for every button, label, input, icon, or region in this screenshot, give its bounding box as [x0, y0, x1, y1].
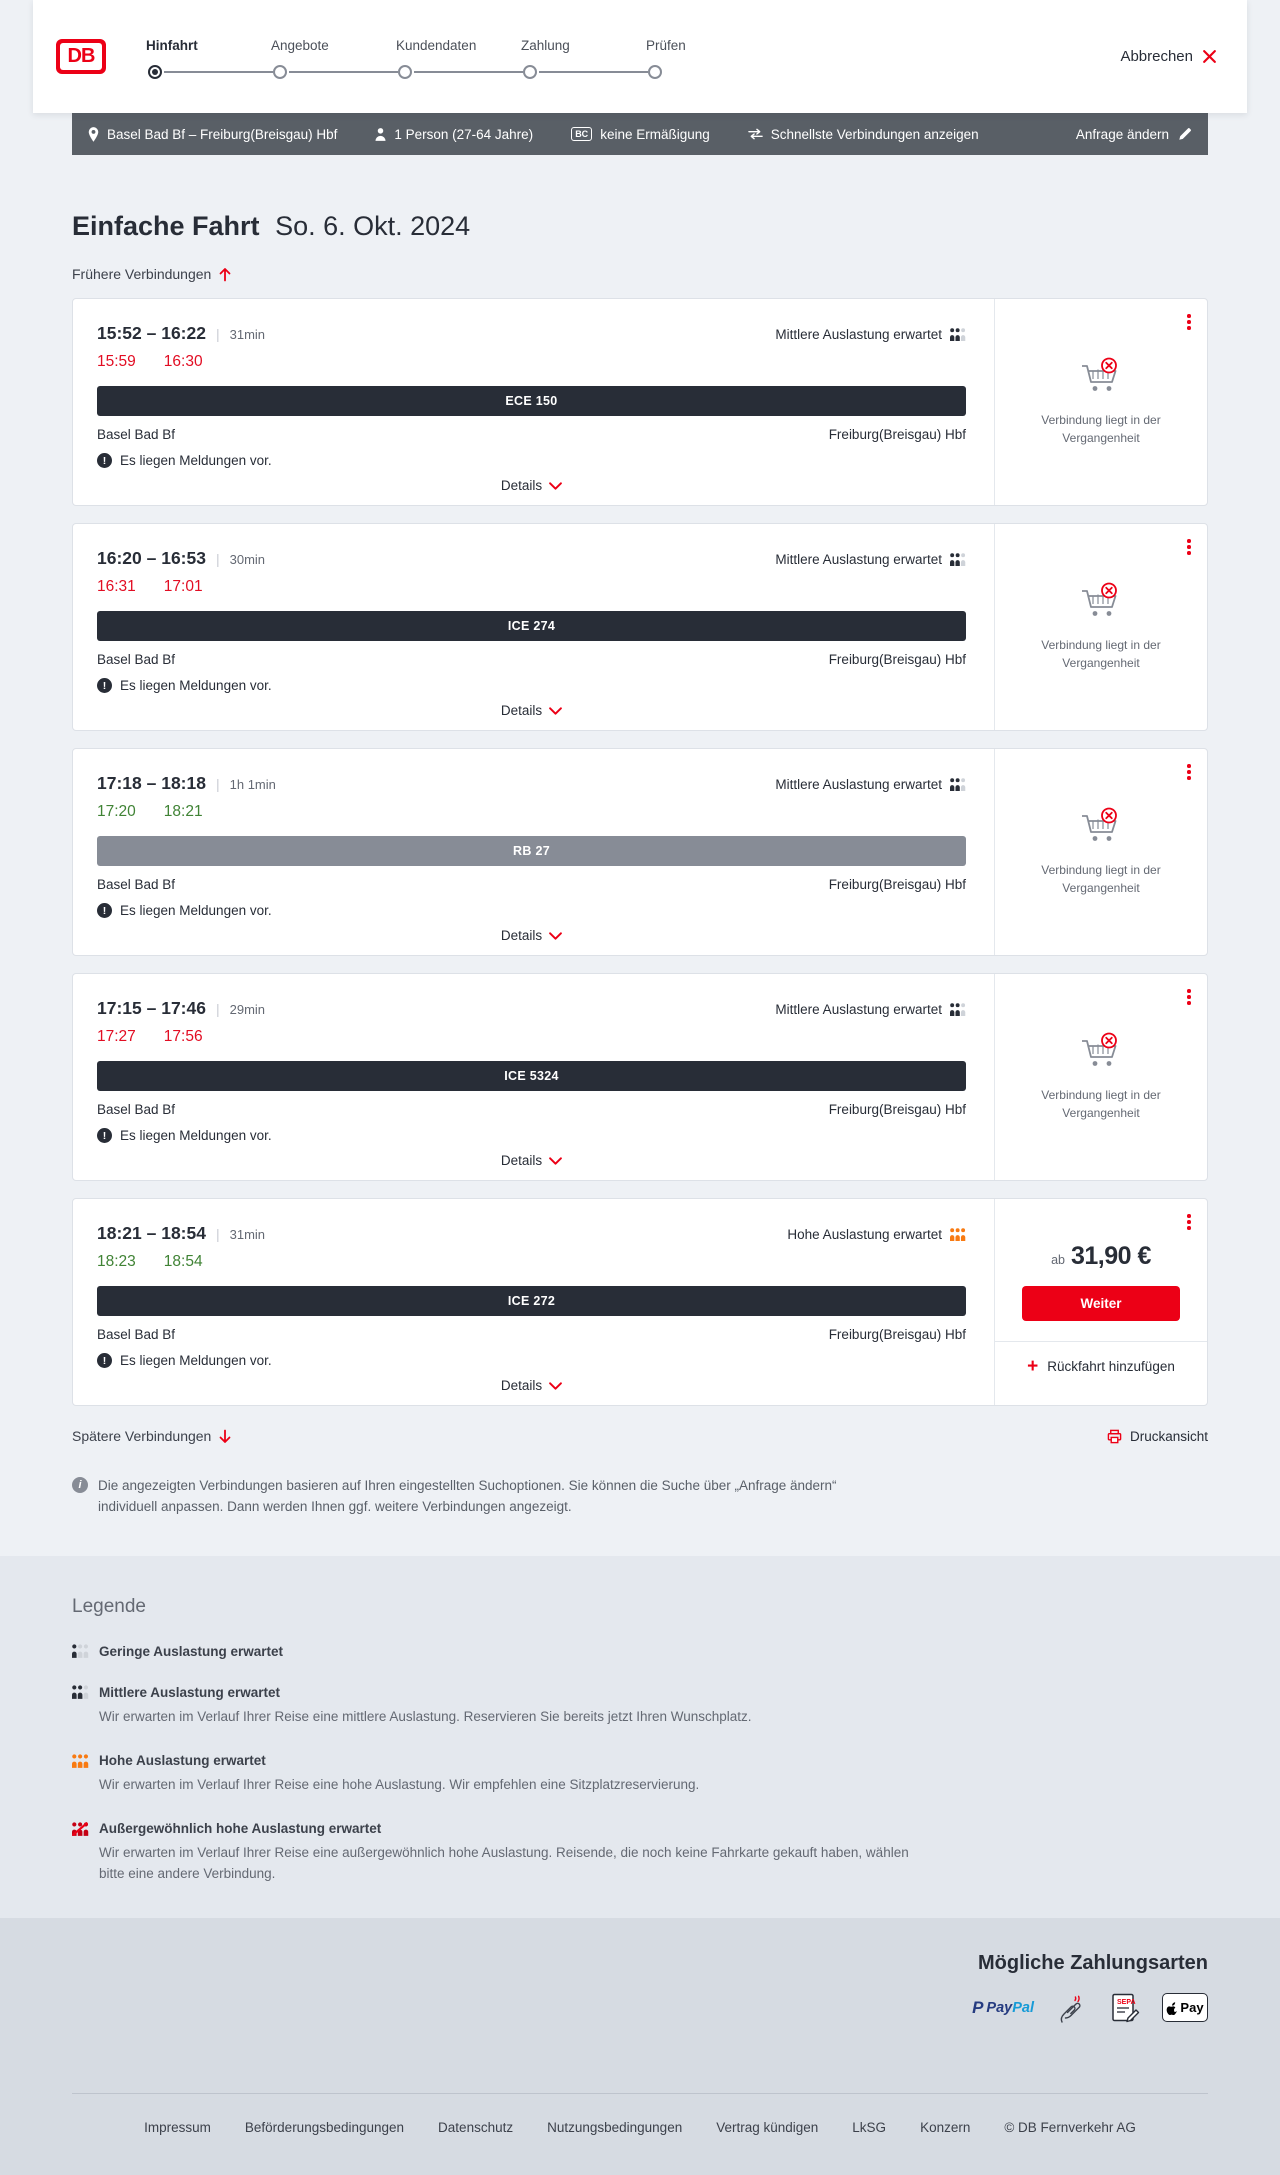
search-options-info — [72, 1476, 1208, 1556]
legend-item — [72, 1644, 1208, 1659]
train-label-bar: ICE 272 — [97, 1286, 966, 1316]
destination-station: Freiburg(Breisgau) Hbf — [828, 877, 966, 892]
stepper-step[interactable] — [646, 38, 771, 79]
step-dot — [398, 65, 412, 79]
sepa-lastschrift-icon — [1110, 1993, 1140, 2023]
connection-main — [73, 749, 994, 955]
duration: 31min — [229, 1227, 266, 1242]
alert-icon: ! — [97, 453, 112, 468]
occupancy-label: Mittlere Auslastung erwartet — [775, 777, 942, 792]
past-connection-text: Verbindung liegt in der Vergangenheit — [1041, 638, 1161, 670]
apple-logo — [1166, 2001, 1178, 2015]
print-view-button[interactable] — [1107, 1429, 1208, 1444]
connection-card — [72, 523, 1208, 731]
notice-text: Es liegen Meldungen vor. — [120, 453, 272, 468]
discount-chip — [571, 127, 710, 142]
destination-station: Freiburg(Breisgau) Hbf — [828, 427, 966, 442]
legend-item-head — [72, 1821, 1208, 1836]
close-icon — [1202, 49, 1217, 64]
later-connections-button[interactable] — [72, 1428, 231, 1444]
details-label: Details — [500, 1153, 543, 1168]
separator: | — [215, 1001, 220, 1017]
page-title — [72, 211, 1208, 242]
notice — [97, 453, 966, 468]
cart-unavailable-icon — [1078, 807, 1124, 849]
train-label-bar: RB 27 — [97, 836, 966, 866]
add-return-label: Rückfahrt hinzufügen — [1047, 1359, 1175, 1374]
occupancy-label: Hohe Auslastung erwartet — [787, 1227, 942, 1242]
connection-side-panel — [994, 974, 1207, 1180]
price-value: 31,90 € — [1070, 1242, 1151, 1270]
sepa-text: SEPA — [1117, 1998, 1136, 2006]
passengers-chip — [375, 127, 533, 142]
sort-arrows-icon — [748, 128, 763, 140]
results-list — [72, 298, 1208, 1406]
cart-unavailable-icon — [1078, 357, 1124, 399]
past-connection-block — [1021, 357, 1181, 447]
legend-item-description: Wir erwarten im Verlauf Ihrer Reise eine hohe Auslastung. Wir empfehlen eine Sitzplatzreservierung. — [99, 1777, 700, 1793]
actual-times — [97, 803, 966, 821]
notice — [97, 1353, 966, 1368]
kebab-menu-button[interactable] — [1184, 1211, 1194, 1233]
details-button[interactable] — [501, 1153, 562, 1168]
kebab-menu-button[interactable] — [1184, 986, 1194, 1008]
stepper-step[interactable] — [146, 38, 271, 79]
actual-arrival: 17:56 — [163, 1028, 203, 1045]
destination-station: Freiburg(Breisgau) Hbf — [828, 1102, 966, 1117]
payment-icons-row — [72, 1993, 1208, 2023]
occupancy-icon — [950, 328, 966, 341]
sort-chip[interactable] — [748, 127, 979, 142]
time-range: 16:20 – 16:53 — [97, 548, 206, 568]
occupancy — [787, 1227, 966, 1242]
actual-departure: 17:20 — [97, 803, 136, 820]
step-dot-row — [146, 65, 271, 79]
duration: 1h 1min — [229, 777, 276, 792]
step-dot-row — [646, 65, 771, 79]
actual-arrival: 18:54 — [163, 1253, 203, 1270]
legend-item-head — [72, 1644, 1208, 1659]
earlier-connections-button[interactable] — [72, 266, 231, 282]
route-chip — [88, 127, 337, 142]
db-logo-text: DB — [60, 43, 102, 70]
details-button[interactable] — [501, 928, 562, 943]
legend-item — [72, 1753, 1208, 1795]
discount-text: keine Ermäßigung — [600, 126, 710, 142]
cart-unavailable-icon — [1078, 582, 1124, 624]
alert-icon: ! — [97, 1128, 112, 1143]
separator: | — [215, 326, 220, 342]
destination-station: Freiburg(Breisgau) Hbf — [828, 1327, 966, 1342]
apple-pay-text: Pay — [1180, 2000, 1204, 2016]
step-label: Hinfahrt — [146, 38, 198, 53]
actual-times — [97, 578, 966, 596]
footer-link[interactable]: Nutzungsbedingungen — [547, 2119, 683, 2135]
alert-icon: ! — [97, 678, 112, 693]
step-label: Zahlung — [521, 38, 570, 53]
actual-departure: 17:27 — [97, 1028, 136, 1045]
price-prefix: ab — [1051, 1253, 1065, 1267]
occupancy-label: Mittlere Auslastung erwartet — [775, 327, 942, 342]
notice — [97, 1128, 966, 1143]
occupancy — [775, 1002, 966, 1017]
arrow-down-icon — [219, 1429, 231, 1444]
duration: 30min — [229, 552, 266, 567]
chevron-down-icon — [549, 707, 562, 715]
search-summary-bar — [72, 113, 1208, 155]
plus-icon: + — [1027, 1356, 1039, 1377]
destination-station: Freiburg(Breisgau) Hbf — [828, 652, 966, 667]
connection-main — [73, 974, 994, 1180]
payment-title: Mögliche Zahlungsarten — [977, 1951, 1208, 1974]
notice — [97, 678, 966, 693]
bahncard-icon: BC — [571, 127, 592, 142]
connection-card — [72, 973, 1208, 1181]
connection-side-panel — [994, 749, 1207, 955]
chevron-down-icon — [549, 1157, 562, 1165]
occupancy-icon — [950, 1228, 966, 1241]
pencil-icon — [1178, 127, 1192, 141]
arrow-up-icon — [219, 267, 231, 282]
occupancy-label: Mittlere Auslastung erwartet — [775, 1002, 942, 1017]
footer-link[interactable]: Konzern — [920, 2119, 971, 2135]
past-connection-block — [1021, 807, 1181, 897]
train-label-bar: ECE 150 — [97, 386, 966, 416]
sort-text: Schnellste Verbindungen anzeigen — [770, 126, 979, 142]
step-label: Prüfen — [646, 38, 686, 53]
occupancy-icon — [950, 1003, 966, 1016]
step-dot-row — [396, 65, 521, 79]
printer-icon — [1107, 1429, 1122, 1444]
connection-card — [72, 298, 1208, 506]
person-icon — [375, 128, 386, 141]
alert-icon: ! — [97, 903, 112, 918]
actual-arrival: 17:01 — [163, 578, 203, 595]
chevron-down-icon — [549, 482, 562, 490]
info-icon: i — [72, 1477, 88, 1493]
train-label-bar: ICE 274 — [97, 611, 966, 641]
legend-item-head — [72, 1753, 1208, 1768]
location-pin-icon — [88, 127, 99, 142]
time-range: 15:52 – 16:22 — [97, 323, 206, 343]
occupancy — [775, 327, 966, 342]
separator: | — [215, 776, 220, 792]
chevron-down-icon — [549, 1382, 562, 1390]
cancel-button[interactable] — [1120, 48, 1217, 65]
occupancy-icon — [950, 778, 966, 791]
results-footer-row — [72, 1428, 1208, 1444]
kebab-menu-button[interactable] — [1184, 761, 1194, 783]
results-section — [0, 211, 1280, 1556]
stepper-step[interactable] — [396, 38, 521, 79]
paypal-icon: P PayPal — [972, 1997, 1034, 2017]
connection-card — [72, 748, 1208, 956]
earlier-connections-label: Frühere Verbindungen — [72, 266, 212, 282]
actual-departure: 18:23 — [97, 1253, 136, 1270]
duration: 29min — [229, 1002, 266, 1017]
add-return-button[interactable] — [995, 1341, 1207, 1376]
payment-section — [0, 1918, 1280, 2023]
step-dot — [148, 65, 162, 79]
footer-link[interactable]: Datenschutz — [438, 2119, 514, 2135]
step-dot — [273, 65, 287, 79]
connection-side-panel — [994, 1199, 1207, 1405]
edit-request-button[interactable] — [1076, 127, 1192, 142]
info-text: Die angezeigten Verbindungen basieren auf Ihren eingestellten Suchoptionen. Sie können die Suche über „Anfrage ändern“ individuell anpassen. Dann werden Ihnen ggf. weitere Verbindungen angezeigt. — [98, 1478, 837, 1514]
price-block — [1009, 1242, 1193, 1376]
stepper-step[interactable] — [271, 38, 396, 79]
time-range: 17:15 – 17:46 — [97, 998, 206, 1018]
edit-request-label: Anfrage ändern — [1075, 126, 1169, 142]
step-label: Angebote — [271, 38, 329, 53]
connection-side-panel — [994, 299, 1207, 505]
apple-pay-icon — [1162, 1993, 1208, 2022]
step-dot — [523, 65, 537, 79]
cancel-label: Abbrechen — [1120, 48, 1193, 65]
past-connection-text: Verbindung liegt in der Vergangenheit — [1041, 413, 1161, 445]
time-range: 17:18 – 18:18 — [97, 773, 206, 793]
continue-button[interactable]: Weiter — [1022, 1286, 1180, 1321]
details-button[interactable] — [501, 1378, 562, 1393]
notice — [97, 903, 966, 918]
route-text: Basel Bad Bf – Freiburg(Breisgau) Hbf — [107, 126, 338, 142]
notice-text: Es liegen Meldungen vor. — [120, 1128, 272, 1143]
alert-icon: ! — [97, 1353, 112, 1368]
connection-side-panel — [994, 524, 1207, 730]
details-button[interactable] — [501, 478, 562, 493]
train-label-bar: ICE 5324 — [97, 1061, 966, 1091]
occupancy-icon — [950, 553, 966, 566]
stepper-step[interactable] — [521, 38, 646, 79]
actual-arrival: 18:21 — [163, 803, 203, 820]
legend-item — [72, 1685, 1208, 1727]
actual-departure: 16:31 — [97, 578, 136, 595]
legend-title: Legende — [72, 1595, 146, 1617]
progress-stepper — [146, 38, 771, 79]
separator: | — [215, 551, 220, 567]
kebab-menu-button[interactable] — [1184, 536, 1194, 558]
details-label: Details — [500, 928, 543, 943]
actual-times — [97, 353, 966, 371]
details-label: Details — [500, 703, 543, 718]
notice-text: Es liegen Meldungen vor. — [120, 1353, 272, 1368]
footer-link[interactable]: Impressum — [144, 2119, 211, 2135]
girocard-kontaktlos-icon — [1056, 1993, 1088, 2023]
legend-item-label: Außergewöhnlich hohe Auslastung erwartet — [99, 1821, 382, 1837]
connection-main — [73, 299, 994, 505]
occupancy-icon — [72, 1685, 89, 1699]
origin-station: Basel Bad Bf — [97, 652, 176, 667]
legend-item-label: Geringe Auslastung erwartet — [99, 1643, 284, 1659]
connection-main — [73, 1199, 994, 1405]
legend-item — [72, 1821, 1208, 1884]
legend-section — [0, 1556, 1280, 1918]
details-label: Details — [500, 1378, 543, 1393]
passengers-text: 1 Person (27-64 Jahre) — [394, 126, 534, 142]
origin-station: Basel Bad Bf — [97, 877, 176, 892]
separator: | — [215, 1226, 220, 1242]
connection-card — [72, 1198, 1208, 1406]
trip-type: Einfache Fahrt — [72, 211, 260, 241]
occupancy-icon — [72, 1644, 89, 1658]
legend-list — [72, 1644, 1208, 1884]
actual-departure: 15:59 — [97, 353, 136, 370]
notice-text: Es liegen Meldungen vor. — [120, 678, 272, 693]
step-dot-row — [521, 65, 646, 79]
footer — [0, 2023, 1280, 2175]
footer-links — [72, 2093, 1208, 2175]
past-connection-block — [1021, 1032, 1181, 1122]
occupancy — [775, 777, 966, 792]
notice-text: Es liegen Meldungen vor. — [120, 903, 272, 918]
footer-link[interactable]: LkSG — [852, 2119, 887, 2135]
step-dot — [648, 65, 662, 79]
legend-item-description: Wir erwarten im Verlauf Ihrer Reise eine mittlere Auslastung. Reservieren Sie bereits jetzt Ihren Wunschplatz. — [99, 1708, 752, 1724]
db-logo — [56, 39, 106, 74]
trip-date: So. 6. Okt. 2024 — [275, 211, 471, 241]
footer-link[interactable]: Vertrag kündigen — [716, 2119, 819, 2135]
cart-unavailable-icon — [1078, 1032, 1124, 1074]
past-connection-text: Verbindung liegt in der Vergangenheit — [1041, 1088, 1161, 1120]
origin-station: Basel Bad Bf — [97, 1327, 176, 1342]
occupancy-icon — [72, 1822, 89, 1836]
actual-times — [97, 1028, 966, 1046]
past-connection-block — [1021, 582, 1181, 672]
legend-item-head — [72, 1685, 1208, 1700]
time-range: 18:21 – 18:54 — [97, 1223, 206, 1243]
footer-copyright: © DB Fernverkehr AG — [1004, 2119, 1136, 2135]
footer-link[interactable]: Beförderungsbedingungen — [244, 2119, 405, 2135]
header — [33, 0, 1247, 113]
occupancy-icon — [72, 1754, 89, 1768]
duration: 31min — [229, 327, 266, 342]
origin-station: Basel Bad Bf — [97, 427, 176, 442]
occupancy — [775, 552, 966, 567]
chevron-down-icon — [549, 932, 562, 940]
legend-item-label: Hohe Auslastung erwartet — [99, 1753, 266, 1769]
actual-arrival: 16:30 — [163, 353, 203, 370]
legend-item-description: Wir erwarten im Verlauf Ihrer Reise eine außergewöhnlich hohe Auslastung. Reisende, die noch keine Fahrkarte gekauft haben, wählen bitte eine andere Verbindung. — [99, 1845, 909, 1881]
print-view-label: Druckansicht — [1129, 1428, 1208, 1444]
connection-main — [73, 524, 994, 730]
kebab-menu-button[interactable] — [1184, 311, 1194, 333]
price-line — [1051, 1242, 1151, 1271]
legend-item-label: Mittlere Auslastung erwartet — [99, 1684, 281, 1700]
past-connection-text: Verbindung liegt in der Vergangenheit — [1041, 863, 1161, 895]
details-label: Details — [500, 478, 543, 493]
step-dot-row — [271, 65, 396, 79]
details-button[interactable] — [501, 703, 562, 718]
step-label: Kundendaten — [396, 38, 477, 53]
later-connections-label: Spätere Verbindungen — [72, 1428, 212, 1444]
origin-station: Basel Bad Bf — [97, 1102, 176, 1117]
occupancy-label: Mittlere Auslastung erwartet — [775, 552, 942, 567]
actual-times — [97, 1253, 966, 1271]
